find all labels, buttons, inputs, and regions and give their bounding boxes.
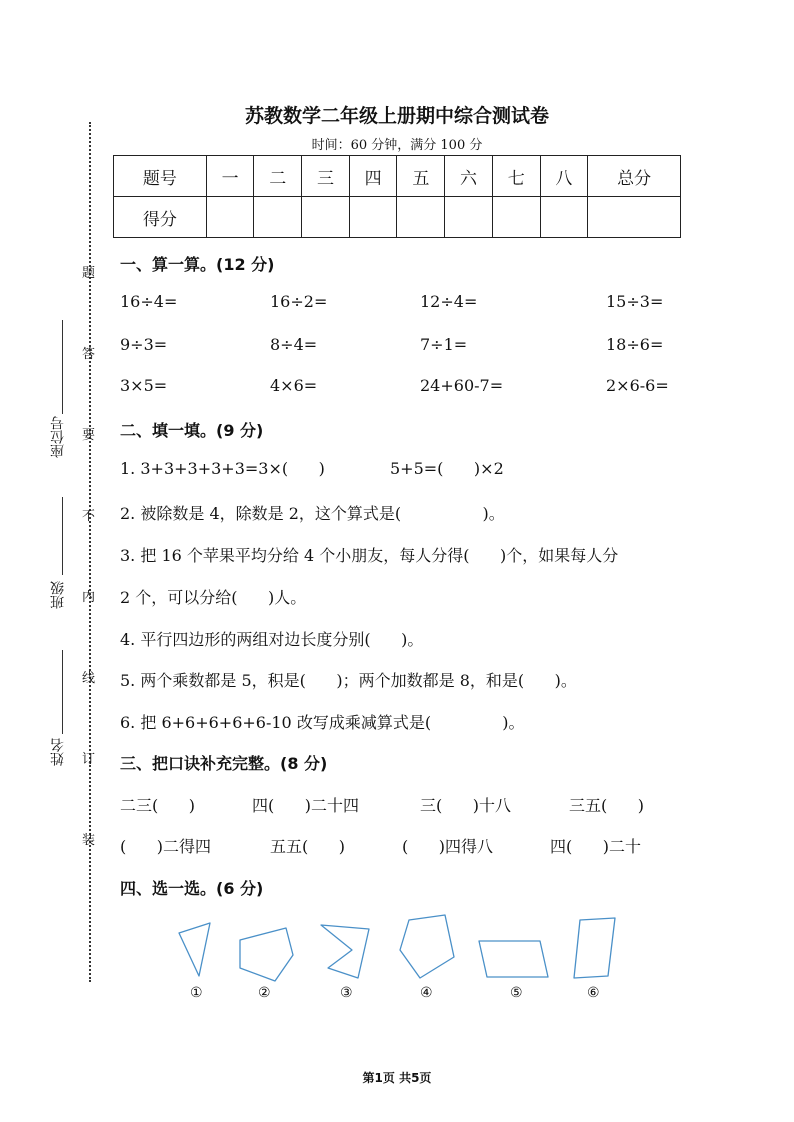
exam-time-info: 时间：60 分钟，满分 100 分	[311, 138, 483, 153]
calc-item: 12÷4=	[420, 292, 478, 311]
fill-question-6: 6. 把 6+6+6+6+6-10 改写成乘减算式是( )。	[120, 713, 525, 732]
score-header-cell: 六	[445, 156, 493, 197]
binding-char: 要	[82, 428, 96, 443]
binding-char: 内	[82, 590, 96, 605]
binding-char: 题	[82, 266, 96, 281]
calc-item: 3×5=	[120, 376, 168, 395]
shape-label: ④	[420, 985, 433, 1001]
binding-char: 答	[82, 347, 96, 362]
score-header-cell: 五	[397, 156, 445, 197]
fill-question-1b: 5+5=( )×2	[390, 459, 504, 478]
calc-item: 7÷1=	[420, 335, 468, 354]
page-title: 苏教数学二年级上册期中综合测试卷	[244, 105, 549, 127]
shape-label: ⑥	[587, 985, 600, 1001]
score-header-cell: 四	[349, 156, 397, 197]
score-header-cell: 总分	[588, 156, 681, 197]
rhyme-item: 三五( )	[569, 796, 645, 815]
seat-number-label: 座位号	[50, 416, 66, 458]
binding-char: 线	[82, 671, 96, 686]
score-header-cell: 一	[206, 156, 254, 197]
score-header-cell: 二	[254, 156, 302, 197]
shape-5-parallelogram	[479, 941, 548, 977]
shape-label: ①	[190, 985, 203, 1001]
shape-3-concave	[321, 925, 369, 978]
fill-question-4: 4. 平行四边形的两组对边长度分别( )。	[120, 630, 424, 649]
name-label: 姓名	[50, 738, 66, 766]
rhyme-item: 三( )十八	[420, 796, 512, 815]
calc-item: 16÷2=	[270, 292, 328, 311]
fill-question-2: 2. 被除数是 4，除数是 2，这个算式是( )。	[120, 504, 505, 523]
calc-item: 4×6=	[270, 376, 318, 395]
rhyme-item: 四( )二十	[550, 837, 642, 856]
calc-item: 16÷4=	[120, 292, 178, 311]
shape-label: ③	[340, 985, 353, 1001]
fill-question-5: 5. 两个乘数都是 5，积是( )；两个加数都是 8，和是( )。	[120, 671, 577, 690]
calc-item: 24+60-7=	[420, 376, 504, 395]
section-1-heading: 一、算一算。(12 分)	[120, 255, 275, 274]
section-2-heading: 二、填一填。(9 分)	[120, 421, 264, 440]
fill-question-1a: 1. 3+3+3+3+3=3×( )	[120, 459, 325, 478]
score-header-cell: 七	[492, 156, 540, 197]
rhyme-item: ( )二得四	[120, 837, 212, 856]
rhyme-item: 五五( )	[270, 837, 346, 856]
rhyme-item: 二三( )	[120, 796, 196, 815]
binding-char: 订	[82, 752, 96, 767]
fill-question-3: 3. 把 16 个苹果平均分给 4 个小朋友，每人分得( )个，如果每人分	[120, 546, 619, 565]
shape-1-triangle	[179, 923, 210, 976]
rhyme-item: 四( )二十四	[252, 796, 360, 815]
shape-4-pentagon	[400, 915, 454, 978]
section-3-heading: 三、把口诀补充完整。(8 分)	[120, 754, 328, 773]
shape-label: ②	[258, 985, 271, 1001]
page-footer: 第1页 共5页	[362, 1071, 432, 1085]
section-4-heading: 四、选一选。(6 分)	[120, 879, 264, 898]
calc-item: 18÷6=	[606, 335, 664, 354]
fill-question-3-cont: 2 个，可以分给( )人。	[120, 588, 307, 607]
score-row-label: 得分	[114, 197, 207, 238]
binding-char: 不	[82, 509, 96, 524]
calc-item: 15÷3=	[606, 292, 664, 311]
calc-item: 2×6-6=	[606, 376, 669, 395]
score-header-cell: 题号	[114, 156, 207, 197]
shape-2-pentagon	[240, 928, 293, 981]
shape-6-trapezoid	[574, 918, 615, 978]
score-header-cell: 八	[540, 156, 588, 197]
shape-label: ⑤	[510, 985, 523, 1001]
binding-char: 装	[82, 833, 96, 848]
class-label: 班级	[50, 581, 66, 609]
rhyme-item: ( )四得八	[402, 837, 494, 856]
calc-item: 9÷3=	[120, 335, 168, 354]
score-header-cell: 三	[302, 156, 350, 197]
calc-item: 8÷4=	[270, 335, 318, 354]
